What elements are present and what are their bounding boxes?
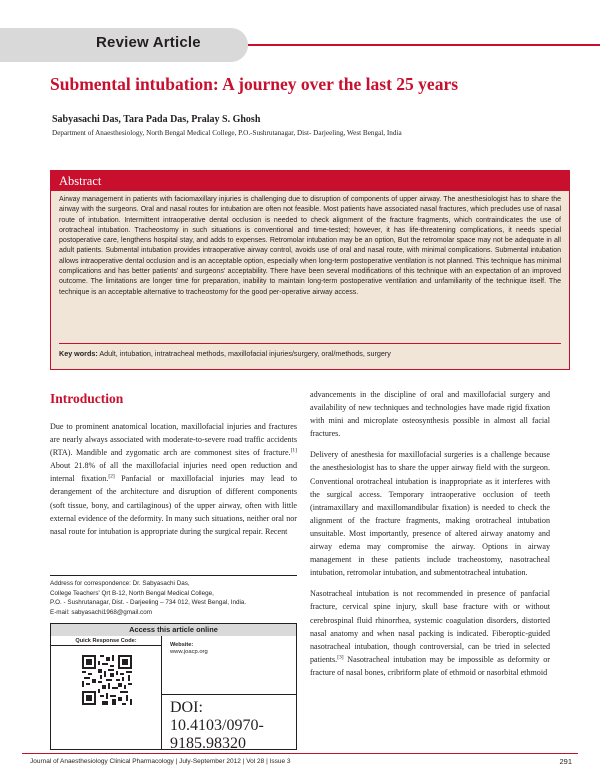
website-link[interactable]: www.joacp.org [170, 649, 208, 655]
website-label: Website: [170, 642, 194, 648]
header-band [0, 28, 600, 62]
left-column [50, 420, 297, 538]
intro-text-1c: Panfacial or maxillofacial injuries may lead to derangement of the architecture and disruption of different components (soft tissue, bony, and cartilaginous) of the upper airway, often with little external evidence of the deformity. In many such situations, neither oral nor nasal route for intubation is appropriate during the surgical repair. Recent [50, 474, 297, 536]
article-title: Submental intubation: A journey over the last 25 years [50, 74, 459, 94]
footer-rule [22, 753, 578, 754]
doi-divider [162, 694, 296, 695]
header-rule [248, 44, 600, 46]
correspondence-rule [50, 575, 297, 576]
doi-link[interactable]: 10.4103/0970-9185.98320 [170, 717, 264, 752]
citation-2[interactable]: [2] [108, 473, 115, 480]
intro-text-1a: Due to prominent anatomical location, maxillofacial injuries and fractures are nearly always associated with moderate-to-severe road traffic accidents (RTA). Mandible and zygomatic arch are commonest sites of fracture. [50, 422, 297, 458]
citation-3[interactable]: [3] [337, 654, 344, 661]
abstract-box [50, 170, 570, 370]
qr-cell [51, 636, 162, 749]
abstract-header [51, 171, 569, 191]
intro-text-1b: About 21.8% of all the maxillofacial injuries need open reduction and internal fixation. [50, 461, 297, 484]
footer-journal: Journal of Anaesthesiology Clinical Pharmacology | July-September 2012 | Vol 28 | Issue 3 [30, 758, 291, 765]
intro-text-4b: Nasotracheal intubation may be impossible as deformity or fracture of nasal bones, cribriform plate of ethmoid or nasorbital ethmoid [310, 654, 550, 677]
abstract-text: Airway management in patients with faciomaxillary injuries is challenging due to disruption of components of upper airway. The anesthesiologist has to share the airway with the surgeons. Oral and nasal routes for intubation are often not feasible. Most patients have associated nasal fractures, which precludes use of nasal route of intubation. Intermittent intraoperative dental occlusion is needed to check alignment of the fracture fragments, which contraindicates the use of orotracheal intubation. Tracheostomy in such situations is conventional and time-tested; however, it has life-threatening complications, it needs special postoperative care, lengthens hospital stay, and adds to expenses. Retromolar intubation may be an option, But the retromolar space may not be adequate in all adult patients. Submental intubation provides intraoperative airway control, avoids use of oral and nasal route, with minimal complications. Submental intubation allows intraoperative dental occlusion and is an acceptable option, especially when long-term postoperative ventilation is not planned. This technique has minimal complications and has better patients' and surgeons' acceptability. There have been several modifications of this technique with an expectation of an improved outcome. The limitations are longer time for preparation, inability to maintain long-term postoperative ventilation and unfamiliarity of the technique itself. The technique is an acceptable alternative to tracheostomy for the good per-operative airway access. [59, 196, 561, 296]
correspondence-line: College Teachers' Qrt B-12, North Bengal Medical College, [50, 589, 214, 597]
correspondence-line: P.O. - Sushrutanagar, Dist. - Darjeeling – 734 012, West Bengal, India. [50, 599, 247, 607]
intro-paragraph-2: advancements in the discipline of oral and maxillofacial surgery and availability of new techniques and technologies have made rigid fixation with mini and microplate osteosynthesis possible in almost all facial fractures. [310, 390, 550, 439]
qr-label: Quick Response Code: [51, 636, 161, 646]
keywords-divider [59, 343, 561, 344]
website-cell [170, 642, 290, 655]
intro-text-4a: Nasotracheal intubation is not recommended in presence of panfacial fracture, cervical spine injury, skull base fracture with or without cerebrospinal fluid rhinorrhea, systemic coagulation disorders, distorted nasal anatomy and when nasal packing is indicated. Fiberoptic-guided nasotracheal intubation, though controversial, can be tried in selected patients. [310, 589, 550, 664]
citation-1[interactable]: [1] [290, 447, 297, 454]
footer-page-number: 291 [559, 757, 572, 766]
keywords [59, 349, 563, 358]
intro-paragraph-1 [50, 420, 297, 538]
abstract-heading: Abstract [59, 174, 102, 188]
qr-code-icon[interactable] [82, 655, 132, 705]
keywords-list: Adult, intubation, intratracheal methods, maxillofacial injuries/surgery, oral/methods, surgery [99, 349, 391, 358]
access-body [51, 636, 296, 752]
access-online-box [50, 623, 297, 750]
article-type-label: Review Article [96, 34, 201, 51]
correspondence-block [50, 579, 297, 617]
correspondence-line: Address for correspondence: Dr. Sabyasachi Das, [50, 580, 190, 587]
correspondence-email[interactable]: E-mail: sabyasachi1968@gmail.com [50, 608, 152, 616]
introduction-heading: Introduction [50, 391, 124, 406]
keywords-label: Key words: [59, 349, 98, 358]
right-column [310, 388, 550, 679]
article-authors: Sabyasachi Das, Tara Pada Das, Pralay S. Ghosh [52, 114, 261, 125]
intro-paragraph-3: Delivery of anesthesia for maxillofacial surgeries is a challenge because the anesthesiologist has to share the upper airway field with the surgeon. Conventional orotracheal intubation is inappropriate as it interferes with the surgical access. Temporary intraoperative occlusion of teeth (intramaxillary and maxillomandibular fixation) is needed to check the alignment of the fracture fragments, making orotracheal intubation unsuitable. Most importantly, presence of altered airway anatomy and airway edema may compromise the airway. Options in airway management in these patients include tracheostomy, nasotracheal intubation, retromolar intubation, and submentotracheal intubation. [310, 450, 550, 578]
intro-paragraph-4 [310, 587, 550, 679]
article-affiliation: Department of Anaesthesiology, North Bengal Medical College, P.O.-Sushrutanagar, Dist- Darjeeling, West Bengal, India [52, 129, 402, 137]
access-heading: Access this article online [51, 624, 296, 636]
doi-cell [170, 699, 290, 753]
doi-label: DOI: [170, 699, 203, 716]
